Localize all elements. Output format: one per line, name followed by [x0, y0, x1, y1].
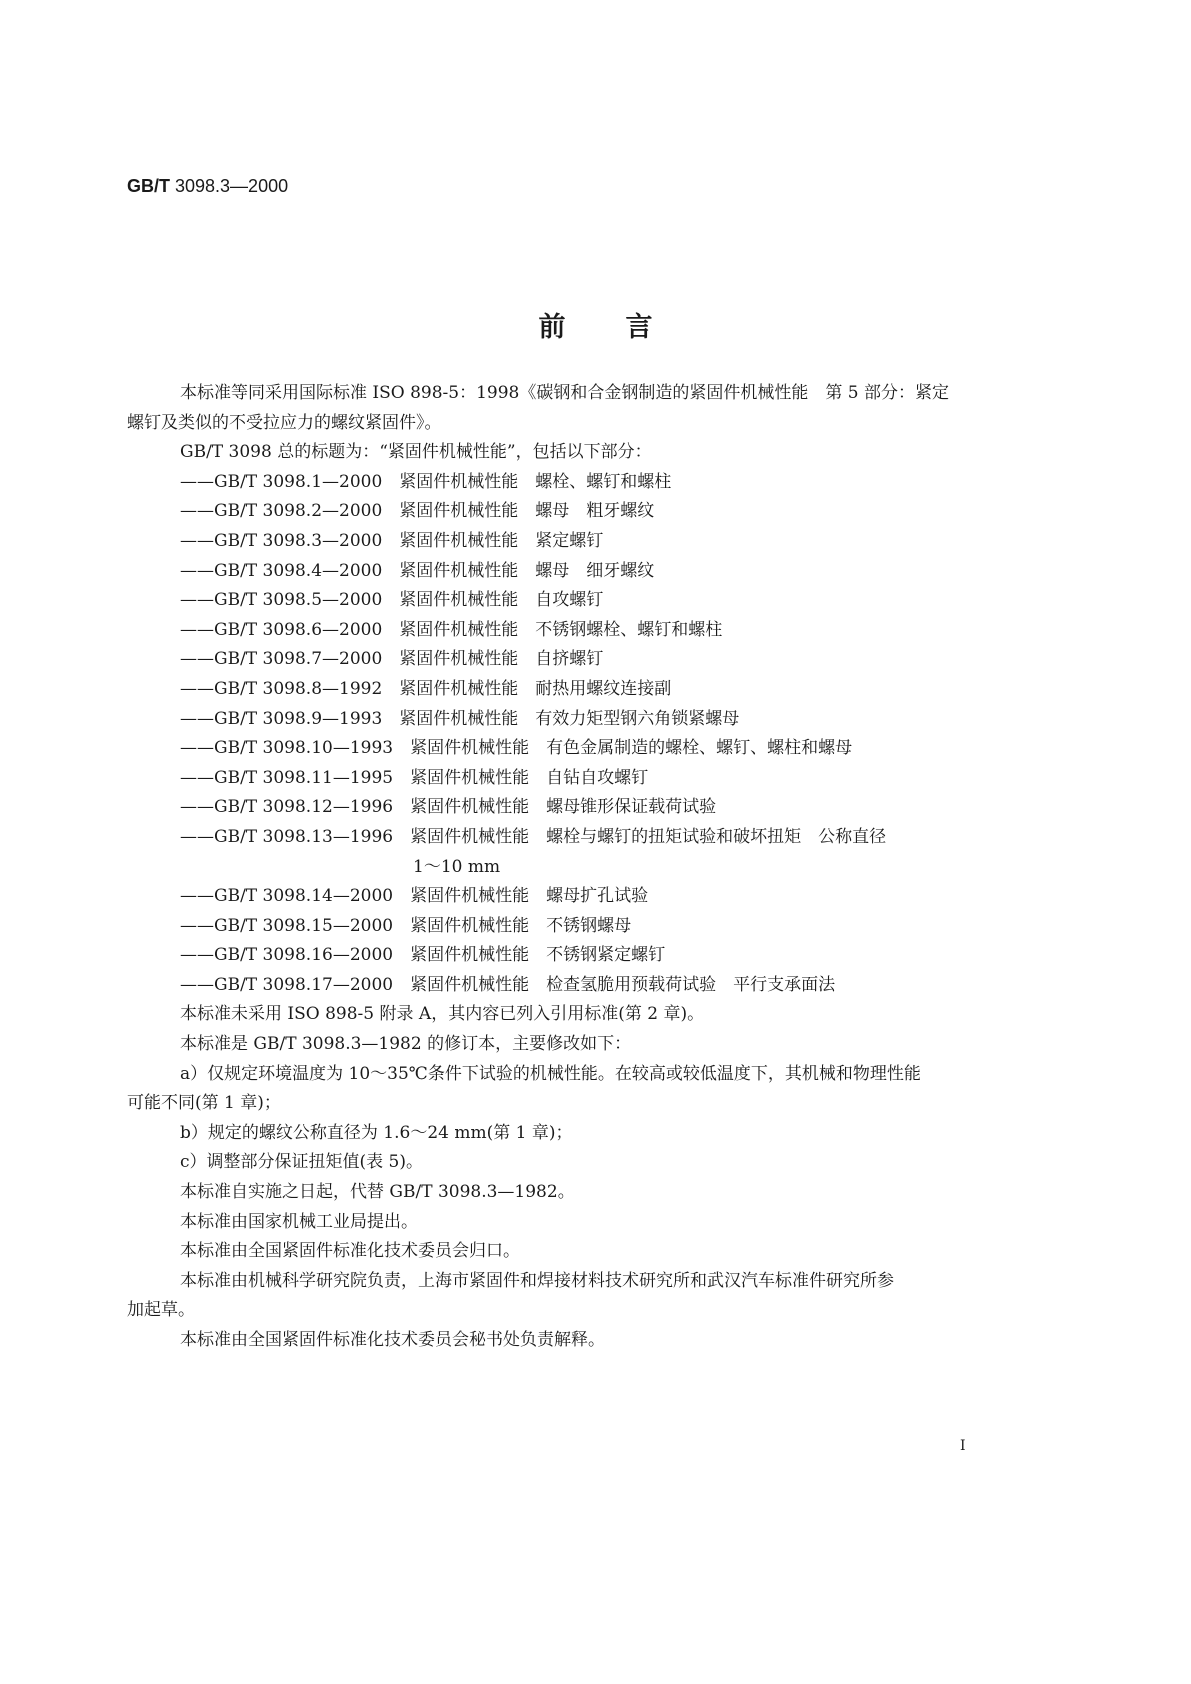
part-item: ——GB/T 3098.12—1996 紧固件机械性能 螺母锥形保证载荷试验 — [180, 797, 717, 818]
part-item: ——GB/T 3098.13—1996 紧固件机械性能 螺栓与螺钉的扭矩试验和破坏扭矩 公称直径 — [180, 826, 887, 847]
part-item-continuation: 1～10 mm — [413, 856, 501, 877]
note-proposed: 本标准由国家机械工业局提出。 — [180, 1211, 418, 1232]
page-number: I — [960, 1438, 966, 1454]
series-intro: GB/T 3098 总的标题为：“紧固件机械性能”，包括以下部分： — [180, 442, 652, 463]
part-item: ——GB/T 3098.15—2000 紧固件机械性能 不锈钢螺母 — [180, 915, 632, 936]
part-item: ——GB/T 3098.2—2000 紧固件机械性能 螺母 粗牙螺纹 — [180, 501, 655, 522]
intro-line: 本标准等同采用国际标准 ISO 898-5：1998《碳钢和合金钢制造的紧固件机械性能 第 5 部分：紧定 — [180, 383, 949, 403]
page-title: 前言 — [538, 312, 713, 343]
note-drafted: 本标准由机械科学研究院负责，上海市紧固件和焊接材料技术研究所和武汉汽车标准件研究所参 — [180, 1270, 894, 1291]
intro-line: 螺钉及类似的不受拉应力的螺纹紧固件》。 — [127, 412, 442, 433]
change-c: c）调整部分保证扭矩值(表 5)。 — [180, 1152, 424, 1173]
note-revision: 本标准是 GB/T 3098.3—1982 的修订本，主要修改如下： — [180, 1034, 632, 1055]
part-item: ——GB/T 3098.6—2000 紧固件机械性能 不锈钢螺栓、螺钉和螺柱 — [180, 619, 723, 640]
part-item: ——GB/T 3098.3—2000 紧固件机械性能 紧定螺钉 — [180, 530, 604, 551]
note-annex: 本标准未采用 ISO 898-5 附录 A，其内容已列入引用标准(第 2 章)。 — [180, 1004, 705, 1025]
part-item: ——GB/T 3098.8—1992 紧固件机械性能 耐热用螺纹连接副 — [180, 678, 672, 699]
document-body — [127, 379, 989, 1356]
part-item: ——GB/T 3098.9—1993 紧固件机械性能 有效力矩型钢六角锁紧螺母 — [180, 708, 740, 729]
document-code: GB/T 3098.3—2000 — [127, 176, 289, 196]
part-item: ——GB/T 3098.14—2000 紧固件机械性能 螺母扩孔试验 — [180, 886, 649, 907]
note-interpret: 本标准由全国紧固件标准化技术委员会秘书处负责解释。 — [180, 1330, 605, 1350]
part-item: ——GB/T 3098.4—2000 紧固件机械性能 螺母 细牙螺纹 — [180, 560, 655, 581]
part-item: ——GB/T 3098.17—2000 紧固件机械性能 检查氢脆用预载荷试验 平行支承面法 — [180, 974, 836, 995]
note-replace: 本标准自实施之日起，代替 GB/T 3098.3—1982。 — [180, 1182, 575, 1203]
change-b: b）规定的螺纹公称直径为 1.6～24 mm(第 1 章)； — [180, 1122, 573, 1143]
part-item: ——GB/T 3098.16—2000 紧固件机械性能 不锈钢紧定螺钉 — [180, 945, 666, 966]
part-item: ——GB/T 3098.11—1995 紧固件机械性能 自钻自攻螺钉 — [180, 767, 649, 788]
change-a: a）仅规定环境温度为 10～35℃条件下试验的机械性能。在较高或较低温度下，其机械和物理性能 — [180, 1063, 921, 1084]
part-item: ——GB/T 3098.7—2000 紧固件机械性能 自挤螺钉 — [180, 649, 604, 670]
part-item: ——GB/T 3098.5—2000 紧固件机械性能 自攻螺钉 — [180, 590, 604, 611]
note-drafted-cont: 加起草。 — [127, 1300, 195, 1321]
change-a-cont: 可能不同(第 1 章)； — [127, 1093, 281, 1114]
part-item: ——GB/T 3098.1—2000 紧固件机械性能 螺栓、螺钉和螺柱 — [180, 471, 672, 492]
note-centralized: 本标准由全国紧固件标准化技术委员会归口。 — [180, 1241, 520, 1262]
part-item: ——GB/T 3098.10—1993 紧固件机械性能 有色金属制造的螺栓、螺钉、螺柱和螺母 — [180, 738, 853, 759]
